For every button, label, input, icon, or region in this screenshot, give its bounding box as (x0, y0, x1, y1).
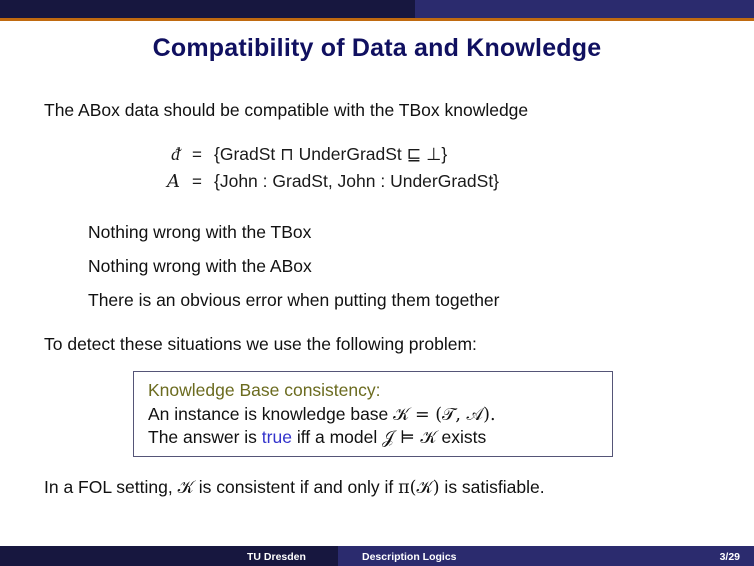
slide-title: Compatibility of Data and Knowledge (152, 34, 602, 62)
footer-institution: TU Dresden (247, 551, 306, 563)
detect-sentence: To detect these situations we use the following problem: (44, 334, 477, 354)
definition-keyword-true: true (261, 427, 292, 447)
equation-lhs-tbox: ᵭ (171, 144, 180, 165)
remark-tbox: Nothing wrong with the TBox (88, 222, 312, 242)
closing-math-kb: 𝒦 (177, 478, 194, 498)
definition-line-2 (148, 427, 600, 448)
equation-equals: = (192, 145, 202, 164)
equation-equals: = (192, 172, 202, 191)
definition-line-2-math: 𝒥 ⊨ 𝒦 (382, 428, 437, 448)
closing-suffix: is satisfiable. (439, 477, 545, 497)
closing-sentence (44, 477, 545, 498)
closing-middle: is consistent if and only if (193, 477, 399, 497)
equation-rhs-tbox: {GradSt ⊓ UnderGradSt ⊑ ⊥} (214, 144, 448, 164)
definition-line-2-suffix: exists (436, 427, 487, 447)
equation-row (150, 171, 499, 192)
footer-bar (0, 546, 754, 566)
definition-line-1 (148, 404, 600, 425)
definition-line-1-math: 𝒦 = (𝒯, 𝒜). (393, 405, 496, 425)
definition-line-2-mid: iff a model (291, 427, 383, 447)
remark-combined: There is an obvious error when putting them together (88, 290, 500, 310)
footer-course: Description Logics (362, 551, 457, 563)
lead-sentence: The ABox data should be compatible with the TBox knowledge (44, 100, 529, 120)
footer-page-number: 3/29 (719, 551, 740, 563)
definition-line-2-prefix: The answer is (148, 427, 262, 447)
equation-block (150, 144, 499, 198)
header-accent-rule (0, 18, 754, 21)
equation-row (150, 144, 499, 165)
definition-heading: Knowledge Base consistency: (148, 380, 381, 400)
remark-abox: Nothing wrong with the ABox (88, 256, 312, 276)
equation-rhs-abox: {John : GradSt, John : UnderGradSt} (214, 171, 500, 191)
closing-prefix: In a FOL setting, (44, 477, 178, 497)
definition-box (133, 371, 613, 457)
closing-math-pi: π(𝒦) (398, 478, 440, 498)
equation-lhs-abox: A (167, 171, 180, 192)
definition-line-1-text: An instance is knowledge base (148, 404, 394, 424)
header-bar-dark-segment (0, 0, 415, 18)
